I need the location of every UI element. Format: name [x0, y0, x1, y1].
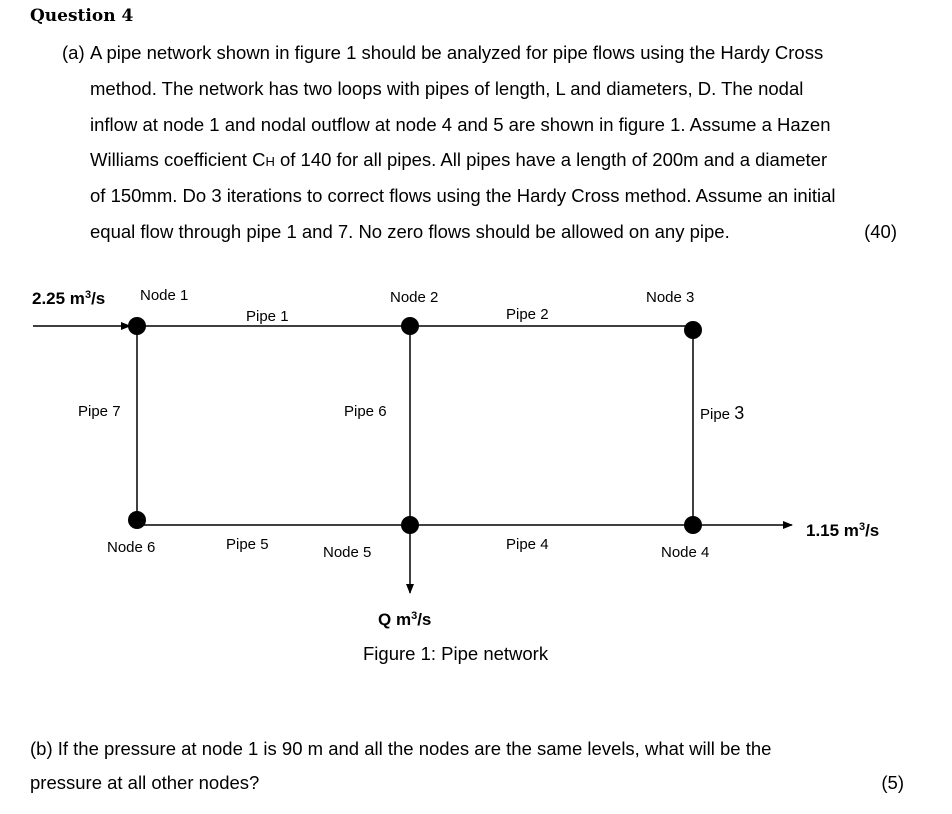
outflow-node4-value: 1.15 m	[806, 521, 859, 540]
outflow-node4-label	[806, 521, 879, 540]
outflow-node5-unit: /s	[417, 610, 432, 629]
node-5-label: Node 5	[323, 544, 372, 561]
hazen-williams-subscript: H	[265, 154, 275, 169]
pipe-6-label: Pipe 6	[344, 403, 387, 420]
inflow-unit: /s	[91, 289, 106, 308]
outflow-node5-value: Q m	[378, 610, 412, 629]
inflow-exponent: 3	[84, 289, 92, 301]
outflow-node4-unit: /s	[865, 521, 880, 540]
part-a-line-4-start: Williams coefficient C	[90, 149, 266, 170]
figure-caption: Figure 1: Pipe network	[363, 643, 549, 664]
pipe-2-label: Pipe 2	[506, 306, 549, 323]
inflow-label	[32, 289, 105, 308]
pipe-5-label: Pipe 5	[226, 536, 269, 553]
pipe-7-label: Pipe 7	[78, 403, 121, 420]
question-heading: Question 4	[30, 6, 134, 26]
pipe-network-figure	[0, 270, 952, 670]
part-a-line-2: method. The network has two loops with pipes of length, L and diameters, D. The nodal	[90, 78, 804, 99]
node-4-dot	[684, 516, 702, 534]
part-a-line-5: of 150mm. Do 3 iterations to correct flows using the Hardy Cross method. Assume an initial	[90, 185, 836, 206]
outflow-node5-label	[378, 610, 431, 629]
part-b-line-1: (b) If the pressure at node 1 is 90 m and all the nodes are the same levels, what will be the	[30, 738, 772, 759]
part-a-line-4	[90, 149, 827, 171]
part-a-marks: (40)	[864, 221, 897, 242]
node-3-dot	[684, 321, 702, 339]
part-b-line-2: pressure at all other nodes?	[30, 772, 260, 793]
node-6-label: Node 6	[107, 539, 156, 556]
inflow-value: 2.25 m	[32, 289, 85, 308]
node-1-label: Node 1	[140, 287, 189, 304]
node-4-label: Node 4	[661, 544, 710, 561]
outflow-node4-exponent: 3	[858, 521, 866, 533]
node-1-dot	[128, 317, 146, 335]
node-6-dot	[128, 511, 146, 529]
outflow-node5-exponent: 3	[411, 610, 418, 622]
part-a-label: (a)	[62, 42, 85, 63]
pipe-3-label-number: 3	[734, 403, 745, 423]
node-3-label: Node 3	[646, 289, 695, 306]
node-2-dot	[401, 317, 419, 335]
part-a-line-3: inflow at node 1 and nodal outflow at node 4 and 5 are shown in figure 1. Assume a Hazen	[90, 114, 831, 135]
pipe-1-label: Pipe 1	[246, 308, 289, 325]
pipe-3-label-word: Pipe	[700, 406, 731, 423]
part-b-marks: (5)	[881, 772, 904, 793]
part-a-line-4-end: of 140 for all pipes. All pipes have a length of 200m and a diameter	[279, 149, 828, 170]
pipe-3-label	[700, 403, 744, 423]
node-2-label: Node 2	[390, 289, 439, 306]
pipe-4-label: Pipe 4	[506, 536, 549, 553]
node-5-dot	[401, 516, 419, 534]
part-a-line-1: A pipe network shown in figure 1 should be analyzed for pipe flows using the Hardy Cross	[90, 42, 824, 63]
part-a-line-6: equal flow through pipe 1 and 7. No zero flows should be allowed on any pipe.	[90, 221, 730, 242]
